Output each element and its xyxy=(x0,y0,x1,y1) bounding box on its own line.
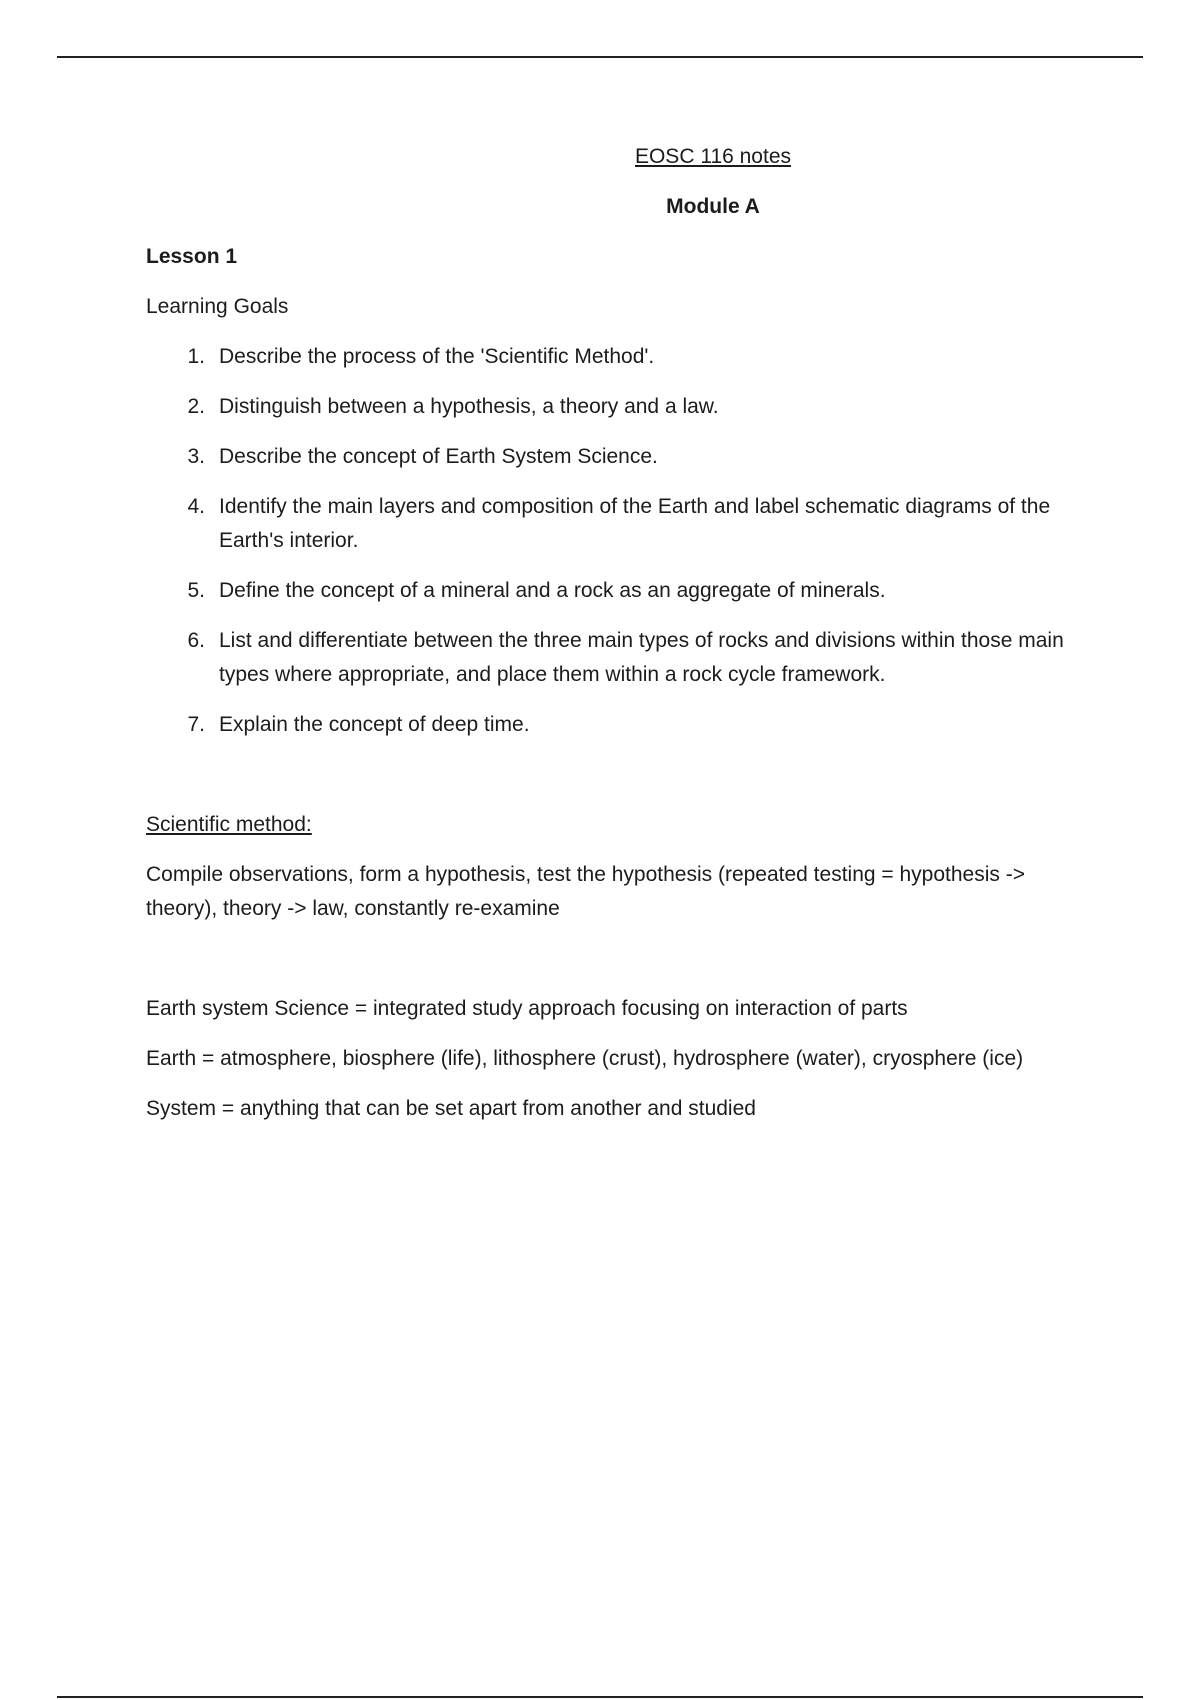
learning-goal-text: Describe the concept of Earth System Science. xyxy=(219,445,658,468)
learning-goal-item xyxy=(146,490,1086,558)
learning-goal-text: Define the concept of a mineral and a rock as an aggregate of minerals. xyxy=(219,579,886,602)
learning-goal-number: 5. xyxy=(187,579,205,602)
section-spacer xyxy=(146,942,1086,992)
document-title xyxy=(146,140,1086,174)
learning-goal-item xyxy=(146,708,1086,742)
scientific-method-body: Compile observations, form a hypothesis, test the hypothesis (repeated testing = hypothesis -> theory), theory -> law, constantly re-examine xyxy=(146,863,1025,920)
learning-goal-item xyxy=(146,574,1086,608)
learning-goal-item xyxy=(146,390,1086,424)
learning-goal-number: 4. xyxy=(187,495,205,518)
document-page xyxy=(146,140,1086,1142)
learning-goal-number: 7. xyxy=(187,713,205,736)
learning-goal-text: Describe the process of the 'Scientific Method'. xyxy=(219,345,655,368)
earth-system-definition: Earth system Science = integrated study approach focusing on interaction of parts xyxy=(146,997,908,1020)
system-definition: System = anything that can be set apart from another and studied xyxy=(146,1097,756,1120)
learning-goal-number: 6. xyxy=(187,629,205,652)
module-heading: Module A xyxy=(666,195,760,218)
learning-goal-item xyxy=(146,624,1086,692)
learning-goals-heading: Learning Goals xyxy=(146,295,289,318)
scientific-method-heading: Scientific method: xyxy=(146,813,312,836)
learning-goal-text: List and differentiate between the three main types of rocks and divisions within those main types where appropriate, and place them within a rock cycle framework. xyxy=(219,629,1064,686)
learning-goal-text: Distinguish between a hypothesis, a theory and a law. xyxy=(219,395,719,418)
learning-goal-text: Identify the main layers and composition of the Earth and label schematic diagrams of the Earth's interior. xyxy=(219,495,1051,552)
earth-definition: Earth = atmosphere, biosphere (life), lithosphere (crust), hydrosphere (water), cryosphere (ice) xyxy=(146,1047,1024,1070)
learning-goal-number: 1. xyxy=(187,345,205,368)
learning-goal-number: 2. xyxy=(187,395,205,418)
learning-goal-text: Explain the concept of deep time. xyxy=(219,713,530,736)
learning-goal-item xyxy=(146,340,1086,374)
lesson-heading: Lesson 1 xyxy=(146,245,238,268)
footer-rule xyxy=(57,1696,1143,1698)
learning-goal-item xyxy=(146,440,1086,474)
header-rule xyxy=(57,56,1143,58)
learning-goal-number: 3. xyxy=(187,445,205,468)
learning-goals-list xyxy=(146,340,1086,742)
document-title-text: EOSC 116 notes xyxy=(634,145,792,168)
section-spacer xyxy=(146,758,1086,808)
